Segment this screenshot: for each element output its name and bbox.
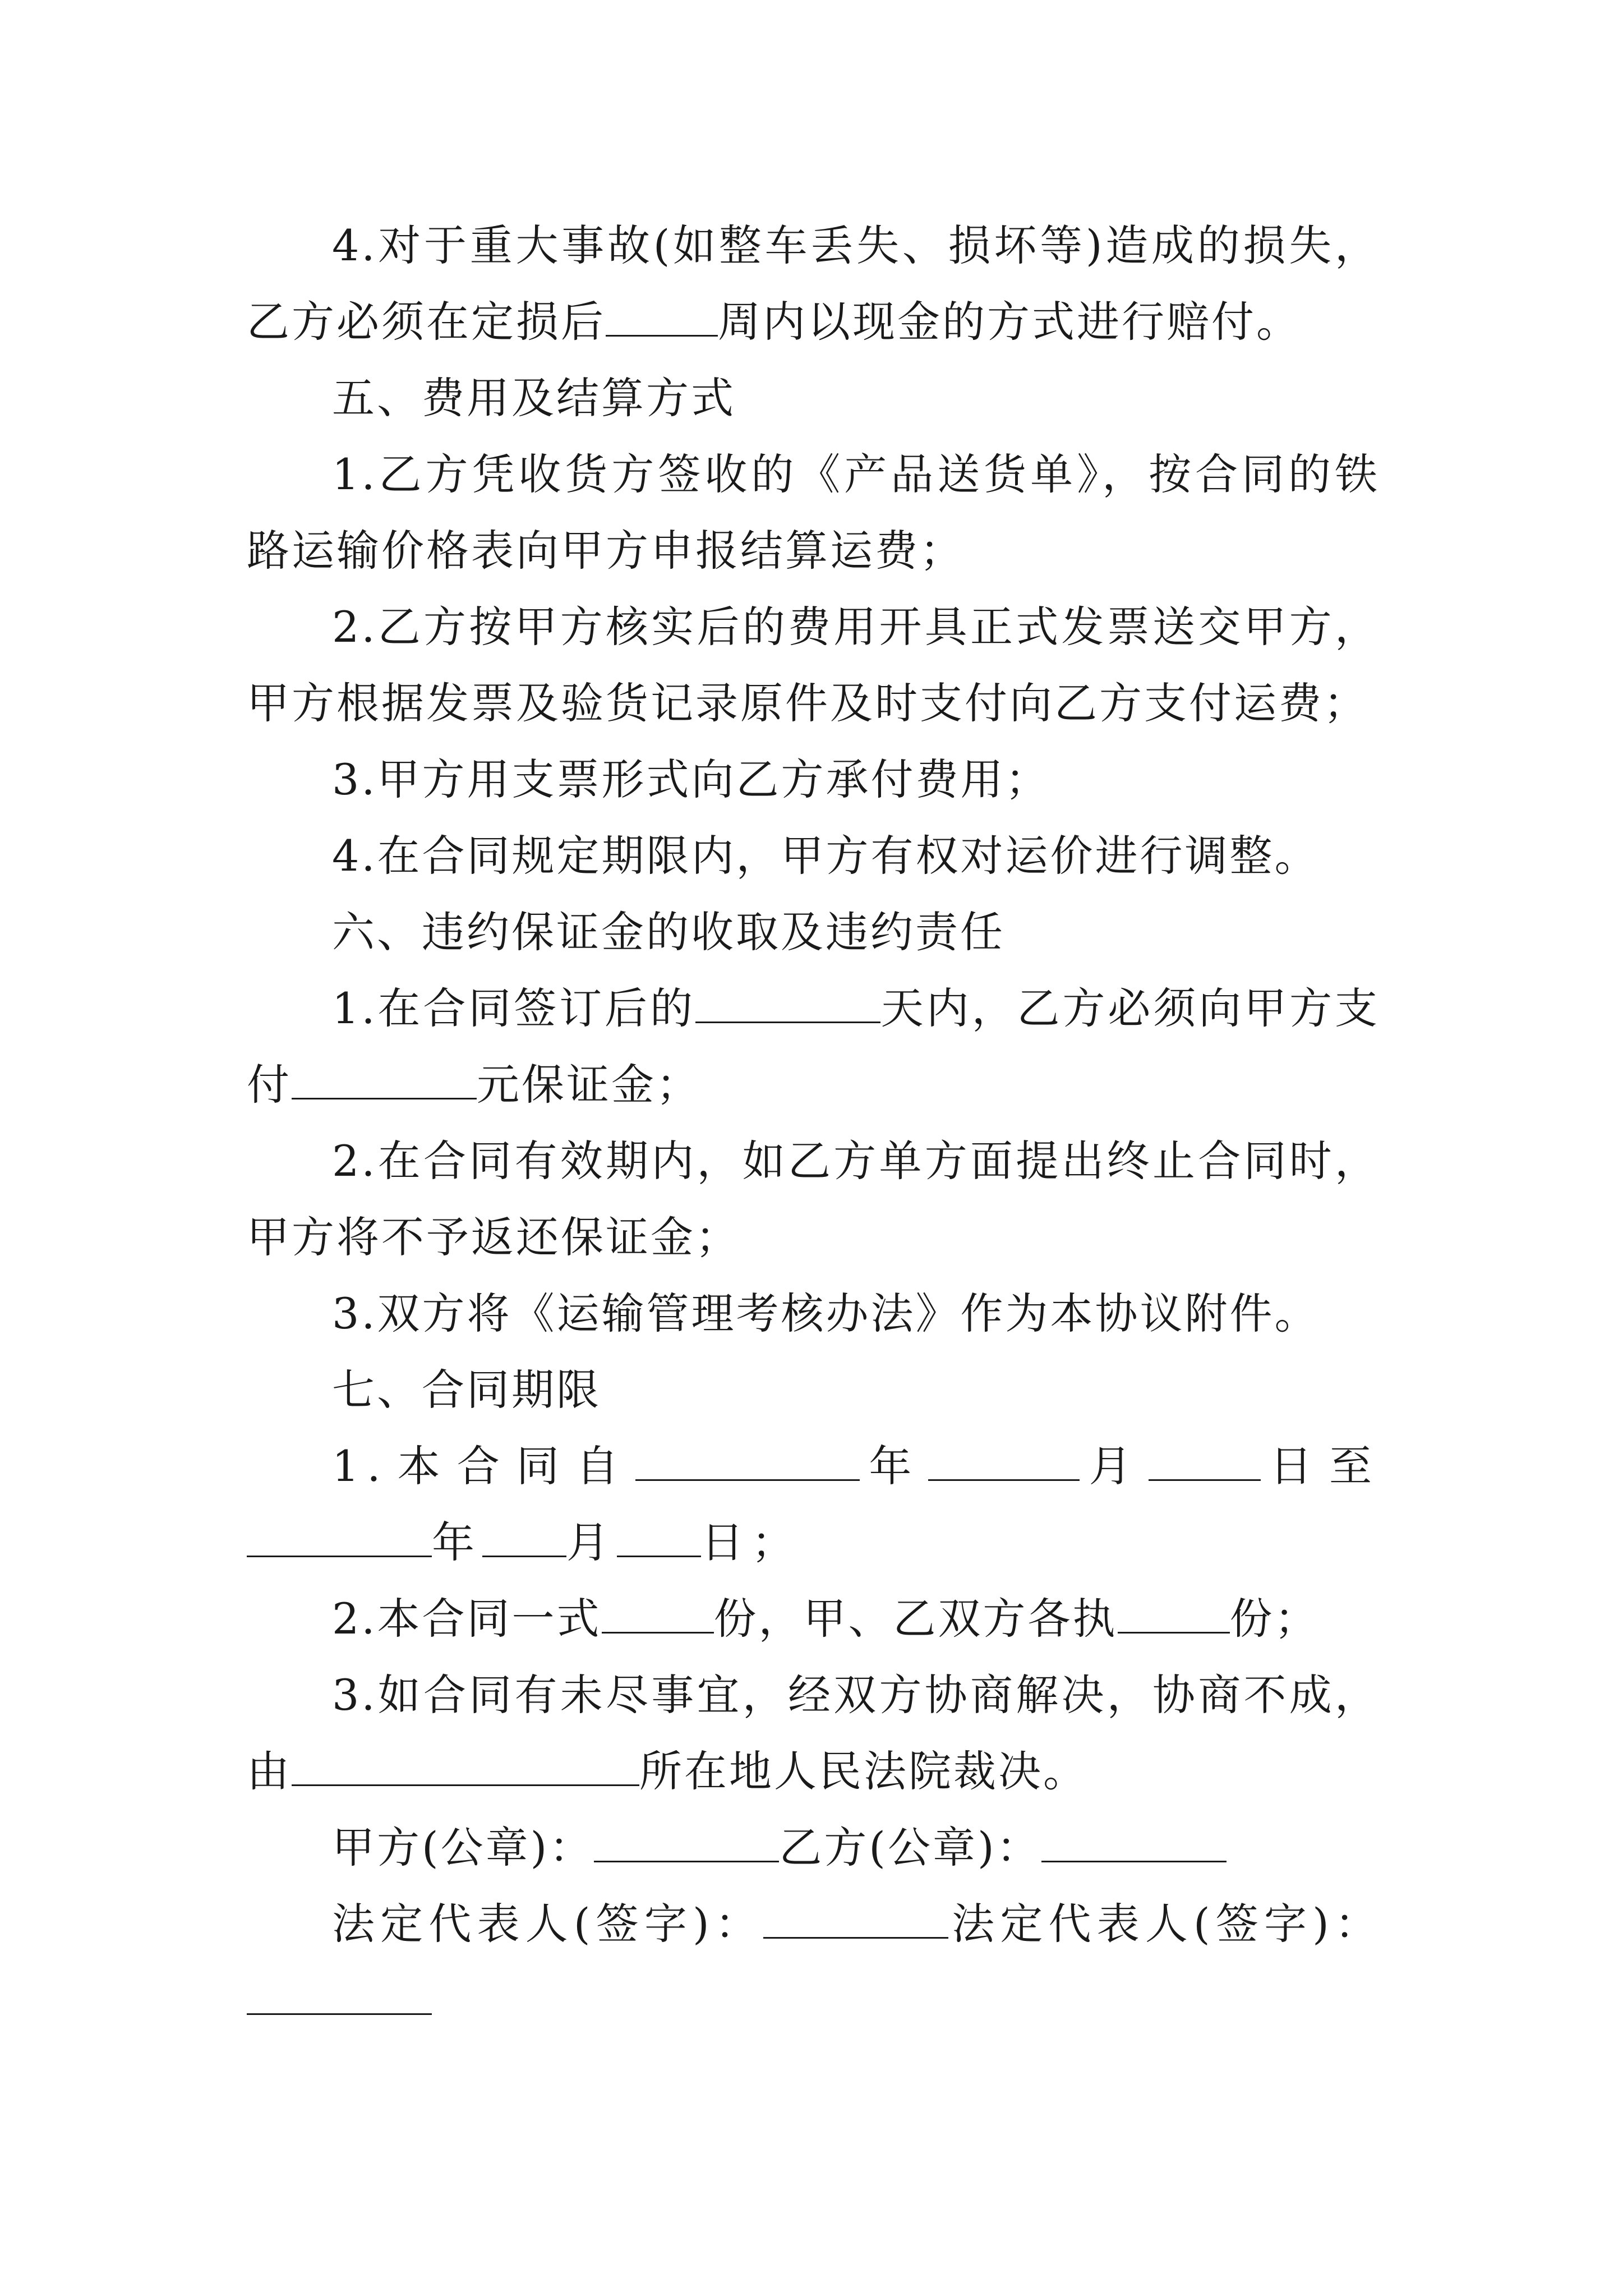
blank-field[interactable] bbox=[482, 1515, 566, 1557]
clause-7-3: 3.如合同有未尽事宜，经双方协商解决，协商不成，由 所在地人民法院裁决。 bbox=[247, 1670, 1380, 1796]
clause-6-2: 2.在合同有效期内，如乙方单方面提出终止合同时，甲方将不予返还保证金； bbox=[247, 1136, 1380, 1262]
blank-field[interactable] bbox=[617, 1515, 701, 1557]
party-a-rep-field[interactable] bbox=[763, 1897, 948, 1939]
blank-field[interactable] bbox=[247, 1515, 432, 1557]
party-b-rep-field[interactable] bbox=[247, 1973, 432, 2015]
blank-field[interactable] bbox=[292, 1057, 477, 1099]
section-5-heading: 五、费用及结算方式 bbox=[332, 373, 736, 423]
blank-field[interactable] bbox=[602, 1591, 714, 1634]
blank-field[interactable] bbox=[928, 1439, 1080, 1481]
clause-5-3: 3.甲方用支票形式向乙方承付费用； bbox=[332, 754, 1050, 804]
clause-4-4: 4.对于重大事故(如整车丢失、损坏等)造成的损失，乙方必须在定损后 周内以现金的方式进行赔付。 bbox=[247, 220, 1380, 347]
contract-body bbox=[247, 208, 1380, 2039]
blank-field[interactable] bbox=[635, 1439, 860, 1481]
clause-7-1: 1.本合同自 年 月 日至年 月 日； bbox=[247, 1428, 1380, 1581]
section-6-heading: 六、违约保证金的收取及违约责任 bbox=[332, 907, 1005, 957]
clause-5-4: 4.在合同规定期限内，甲方有权对运价进行调整。 bbox=[332, 831, 1320, 881]
clause-7-2: 2.本合同一式 份，甲、乙双方各执 份； bbox=[247, 1581, 1380, 1657]
clause-6-3: 3.双方将《运输管理考核办法》作为本协议附件。 bbox=[332, 1289, 1320, 1338]
blank-field[interactable] bbox=[1118, 1591, 1230, 1634]
blank-field[interactable] bbox=[292, 1744, 639, 1786]
clause-5-1: 1.乙方凭收货方签收的《产品送货单》，按合同的铁路运输价格表向甲方申报结算运费； bbox=[247, 449, 1380, 576]
clause-6-1: 1.在合同签订后的 天内，乙方必须向甲方支付 元保证金； bbox=[247, 970, 1380, 1123]
clause-5-2: 2.乙方按甲方核实后的费用开具正式发票送交甲方，甲方根据发票及验货记录原件及时支付向乙方支付运费； bbox=[247, 602, 1380, 728]
party-a-seal-field[interactable] bbox=[594, 1820, 779, 1862]
blank-field[interactable] bbox=[606, 295, 718, 337]
signature-rep-line: 法定代表人(签字)： 法定代表人(签字)： bbox=[247, 1886, 1380, 2039]
party-b-seal-field[interactable] bbox=[1041, 1820, 1227, 1862]
blank-field[interactable] bbox=[695, 981, 880, 1023]
blank-field[interactable] bbox=[1149, 1439, 1261, 1481]
section-7-heading: 七、合同期限 bbox=[332, 1365, 601, 1415]
signature-seal-line: 甲方(公章)： 乙方(公章)： bbox=[247, 1810, 1380, 1886]
